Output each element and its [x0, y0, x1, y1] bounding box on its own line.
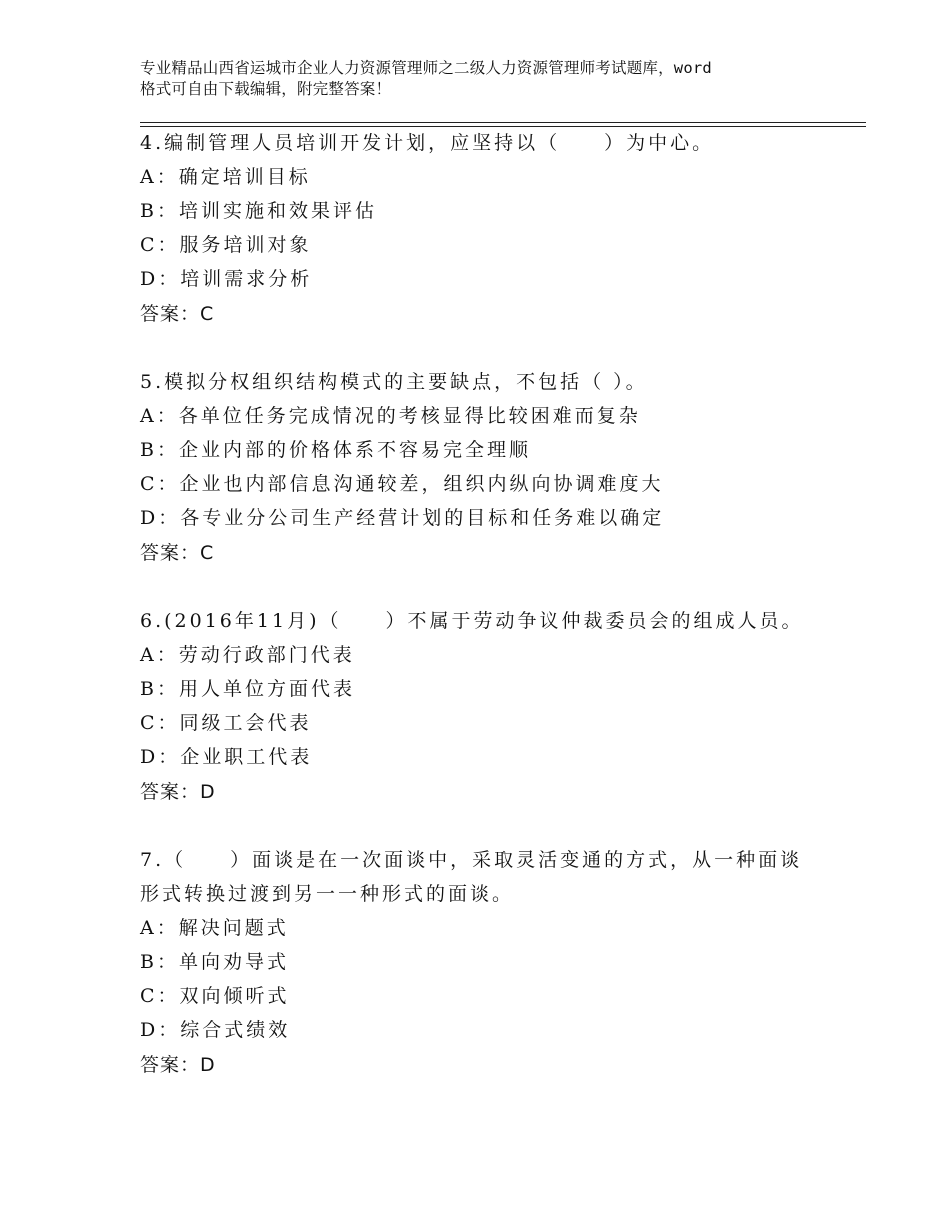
option-c: C：双向倾听式 [140, 985, 290, 1007]
document-header [140, 58, 830, 100]
question-stem: 4.编制管理人员培训开发计划，应坚持以（ ）为中心。 [140, 132, 715, 154]
answer-label: 答案：D [140, 781, 216, 803]
question-stem: 5.模拟分权组织结构模式的主要缺点，不包括（ ）。 [140, 371, 648, 393]
header-line-2: 格式可自由下载编辑，附完整答案！ [140, 80, 392, 98]
question-6 [140, 604, 820, 810]
option-d: D：培训需求分析 [140, 268, 313, 290]
option-b: B：单向劝导式 [140, 951, 289, 973]
option-c: C：企业也内部信息沟通较差，组织内纵向协调难度大 [140, 473, 664, 495]
answer-label: 答案：C [140, 542, 215, 564]
option-b: B：企业内部的价格体系不容易完全理顺 [140, 439, 531, 461]
option-a: A：各单位任务完成情况的考核显得比较困难而复杂 [140, 405, 641, 427]
header-divider-top [140, 122, 866, 123]
option-c: C：服务培训对象 [140, 234, 312, 256]
option-a: A：劳动行政部门代表 [140, 644, 355, 666]
option-b: B：用人单位方面代表 [140, 678, 355, 700]
option-c: C：同级工会代表 [140, 712, 312, 734]
option-d: D：各专业分公司生产经营计划的目标和任务难以确定 [140, 507, 665, 529]
question-stem-line-1: 7.（ ）面谈是在一次面谈中，采取灵活变通的方式，从一种面谈 [140, 849, 803, 871]
question-4 [140, 126, 820, 332]
header-line-1: 专业精品山西省运城市企业人力资源管理师之二级人力资源管理师考试题库，word [140, 59, 712, 77]
question-7 [140, 843, 820, 1083]
option-a: A：确定培训目标 [140, 166, 311, 188]
question-stem-line-2: 形式转换过渡到另一一种形式的面谈。 [140, 883, 515, 905]
answer-label: 答案：D [140, 1054, 216, 1076]
answer-label: 答案：C [140, 303, 215, 325]
option-a: A：解决问题式 [140, 917, 289, 939]
option-d: D：综合式绩效 [140, 1019, 291, 1041]
option-d: D：企业职工代表 [140, 746, 313, 768]
option-b: B：培训实施和效果评估 [140, 200, 377, 222]
question-stem: 6.(2016年11月)（ ）不属于劳动争议仲裁委员会的组成人员。 [140, 610, 804, 632]
question-5 [140, 365, 820, 571]
